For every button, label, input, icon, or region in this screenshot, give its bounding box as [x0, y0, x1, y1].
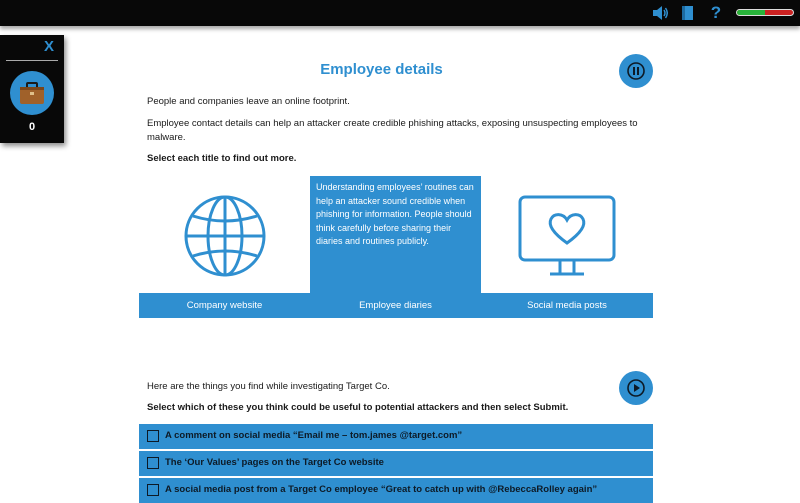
divider [6, 60, 58, 61]
reveal-label-company-website[interactable]: Company website [186, 300, 263, 311]
pause-icon [619, 54, 653, 88]
page-title: Employee details [320, 61, 443, 78]
globe-icon [183, 194, 267, 278]
health-meter-fill [737, 10, 765, 15]
pause-audio-button[interactable] [619, 54, 653, 88]
instruction-text: Select each title to find out more. [147, 153, 297, 164]
badge-panel [0, 35, 64, 143]
body-text: Employee contact details can help an attacker create credible phishing attacks, exposing unsuspecting employees to malware. [147, 118, 638, 143]
option-row[interactable] [139, 424, 653, 449]
briefcase-icon [10, 71, 54, 115]
reveal-employee-diaries-text: Understanding employees’ routines can help an attacker sound credible when phishing for information. People should think carefully before sharing their diaries and routines publicly. [316, 182, 474, 246]
score-count: 0 [28, 121, 36, 133]
monitor-heart-icon [518, 195, 616, 278]
top-bar [0, 0, 800, 26]
health-meter [736, 9, 794, 16]
reveal-label-social-media-posts[interactable]: Social media posts [527, 300, 607, 311]
option-row[interactable] [139, 478, 653, 503]
checkbox[interactable] [147, 484, 159, 496]
option-label: A comment on social media “Email me – tom.james @target.com” [165, 430, 463, 441]
checkbox[interactable] [147, 430, 159, 442]
investigation-instruction: Select which of these you think could be useful to potential attackers and then select Submit. [147, 402, 569, 413]
intro-text: People and companies leave an online footprint. [147, 96, 350, 107]
close-icon[interactable]: X [44, 38, 55, 55]
option-label: A social media post from a Target Co employee “Great to catch up with @RebeccaRolley again” [165, 484, 598, 495]
checkbox[interactable] [147, 457, 159, 469]
option-label: The ‘Our Values’ pages on the Target Co website [165, 457, 384, 468]
help-icon[interactable]: ? [710, 3, 722, 22]
investigation-intro: Here are the things you find while investigating Target Co. [147, 381, 390, 392]
glossary-book-icon[interactable] [681, 4, 694, 22]
reveal-label-employee-diaries[interactable]: Employee diaries [359, 300, 432, 311]
option-row[interactable] [139, 451, 653, 476]
sound-icon[interactable] [652, 4, 668, 22]
